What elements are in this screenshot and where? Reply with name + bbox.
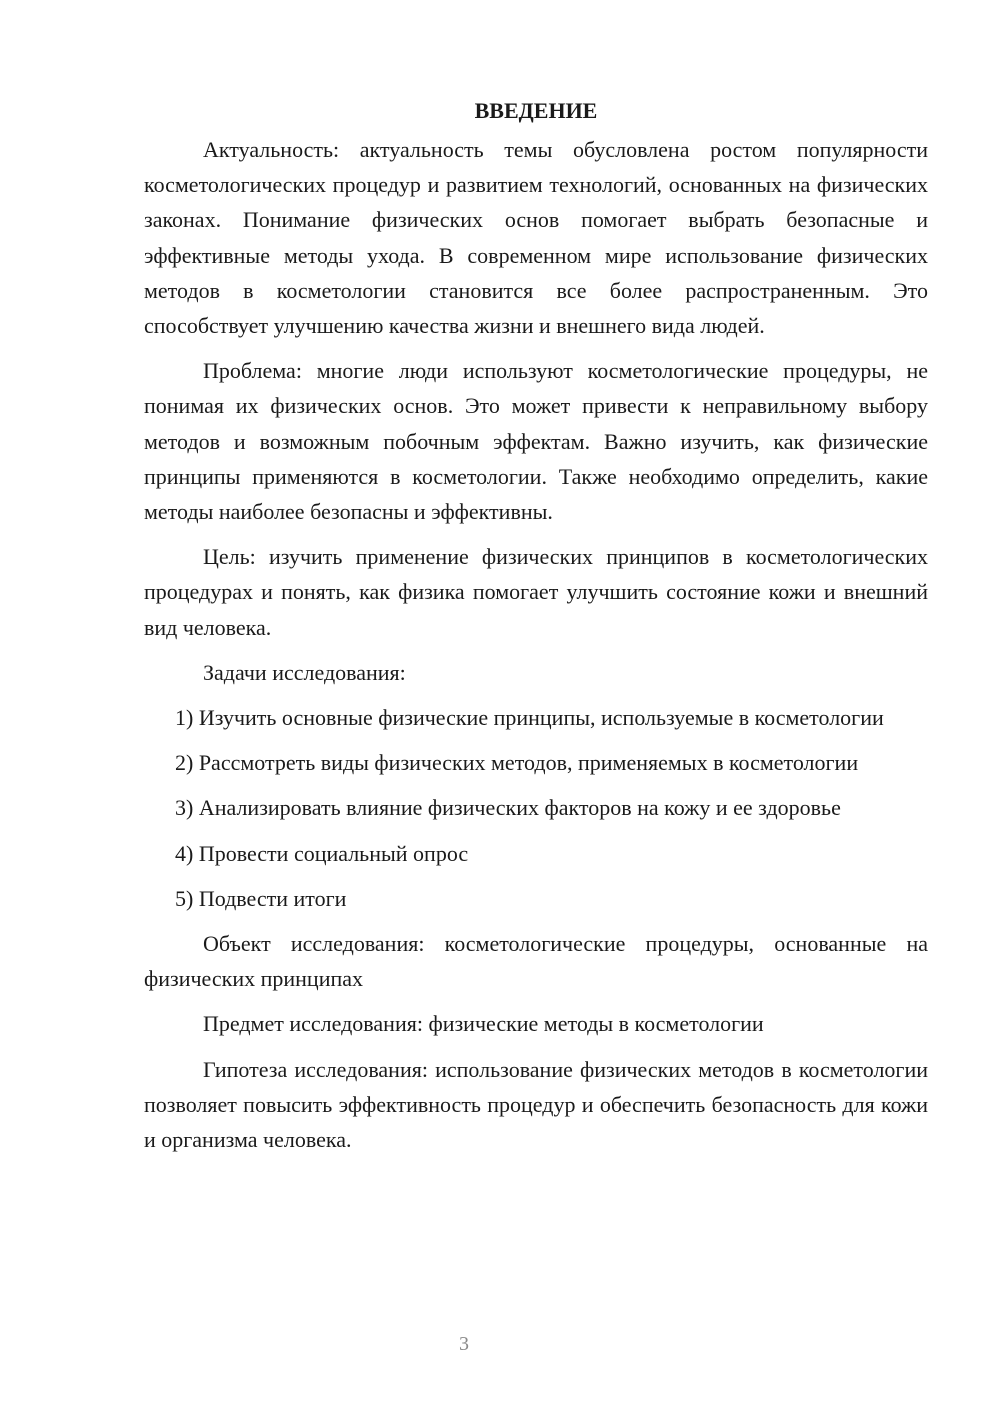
paragraph-problem: Проблема: многие люди используют косметологические процедуры, не понимая их физических основ. Это может привести к неправильному выбору методов и возможным побочным эффектам. Важно изучить, как физические принципы применяются в косметологии. Также необходимо определить, какие методы наиболее безопасны и эффективны.	[144, 358, 928, 525]
page-content	[144, 93, 928, 1167]
paragraph-object: Объект исследования: косметологические процедуры, основанные на физических принципах	[144, 931, 928, 992]
paragraph-goal: Цель: изучить применение физических принципов в косметологических процедурах и понять, как физика помогает улучшить состояние кожи и внешний вид человека.	[144, 544, 928, 640]
task-item-5: 5) Подвести итоги	[175, 885, 347, 911]
task-item-4: 4) Провести социальный опрос	[175, 840, 469, 866]
page-number: 3	[459, 1333, 469, 1355]
paragraph-relevance: Актуальность: актуальность темы обусловлена ростом популярности косметологических процедур и развитием технологий, основанных на физических законах. Понимание физических основ помогает выбрать безопасные и эффективные методы ухода. В современном мире использование физических методов в косметологии становится все более распространенным. Это способствует улучшению качества жизни и внешнего вида людей.	[144, 137, 928, 339]
paragraph-subject: Предмет исследования: физические методы в косметологии	[203, 1011, 764, 1037]
task-item-3: 3) Анализировать влияние физических факторов на кожу и ее здоровье	[175, 795, 841, 821]
task-item-1: 1) Изучить основные физические принципы, используемые в косметологии	[175, 705, 884, 731]
tasks-heading: Задачи исследования:	[203, 659, 406, 685]
task-item-2: 2) Рассмотреть виды физических методов, применяемых в косметологии	[175, 750, 859, 776]
paragraph-hypothesis: Гипотеза исследования: использование физических методов в косметологии позволяет повысить эффективность процедур и обеспечить безопасность для кожи и организма человека.	[144, 1056, 928, 1153]
tasks-list	[144, 700, 928, 916]
page-title: ВВЕДЕНИЕ	[474, 98, 598, 123]
